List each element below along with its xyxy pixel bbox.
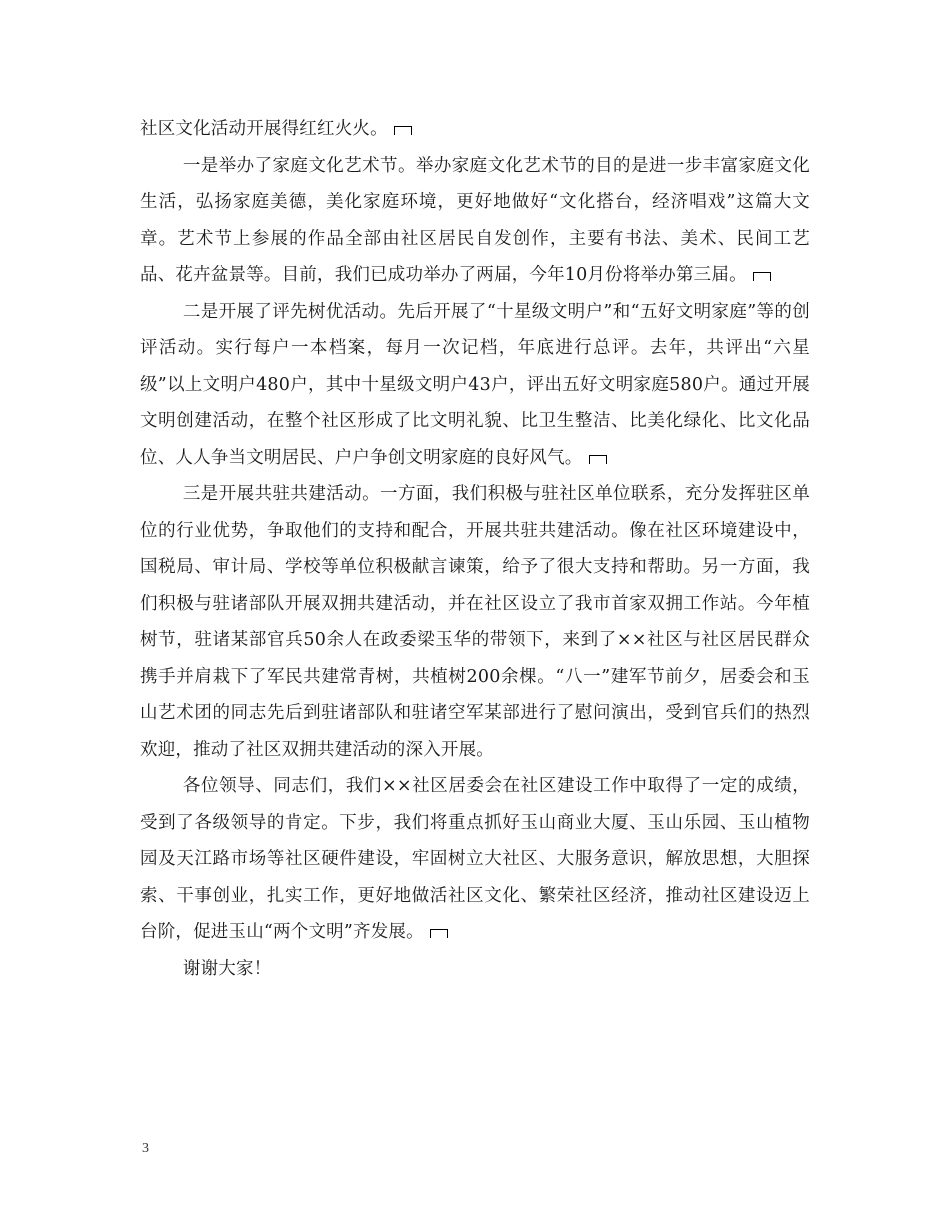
paragraph-mark-icon <box>753 272 771 281</box>
paragraph-text: 谢谢大家！ <box>182 958 272 979</box>
paragraph-conclusion <box>140 768 810 951</box>
paragraph-text: 二是开展了评先树优活动。先后开展了“十星级文明户”和“五好文明家庭”等的创评活动。实行每户一本档案，每月一次记档，年底进行总评。去年，共评出“六星级”以上文明户480户，其中十星级文明户43户，评出五好文明家庭580户。通过开展文明创建活动，在整个社区形成了比文明礼貌、比卫生整洁、比美化绿化、比文化品位、人人争当文明居民、户户争创文明家庭的良好风气。 <box>140 301 810 468</box>
paragraph-mark-icon <box>589 455 607 464</box>
paragraph-model-selection <box>140 294 810 477</box>
paragraph-text: 一是举办了家庭文化艺术节。举办家庭文化艺术节的目的是进一步丰富家庭文化生活，弘扬家庭美德，美化家庭环境，更好地做好“文化搭台，经济唱戏”这篇大文章。艺术节上参展的作品全部由社区居民自发创作，主要有书法、美术、民间工艺品、花卉盆景等。目前，我们已成功举办了两届，今年10月份将举办第三届。 <box>140 155 810 285</box>
paragraph-mark-icon <box>430 929 448 938</box>
paragraph-family-festival <box>140 148 810 294</box>
document-body <box>140 111 810 987</box>
paragraph-continuation <box>140 111 810 148</box>
paragraph-thanks <box>140 951 810 988</box>
paragraph-mark-icon <box>394 126 412 135</box>
paragraph-text: 各位领导、同志们，我们××社区居委会在社区建设工作中取得了一定的成绩，受到了各级领导的肯定。下步，我们将重点抓好玉山商业大厦、玉山乐园、玉山植物园及天江路市场等社区硬件建设，牢固树立大社区、大服务意识，解放思想，大胆探索、干事创业，扎实工作，更好地做活社区文化、繁荣社区经济，推动社区建设迈上台阶，促进玉山“两个文明”齐发展。 <box>140 776 810 942</box>
paragraph-joint-construction <box>140 476 810 768</box>
paragraph-text: 三是开展共驻共建活动。一方面，我们积极与驻社区单位联系，充分发挥驻区单位的行业优势，争取他们的支持和配合，开展共驻共建活动。像在社区环境建设中，国税局、审计局、学校等单位积极献言谏策，给予了很大支持和帮助。另一方面，我们积极与驻诸部队开展双拥共建活动，并在社区设立了我市首家双拥工作站。今年植树节，驻诸某部官兵50余人在政委梁玉华的带领下，来到了××社区与社区居民群众携手并肩栽下了军民共建常青树，共植树200余棵。“八一”建军节前夕，居委会和玉山艺术团的同志先后到驻诸部队和驻诸空军某部进行了慰问演出，受到官兵们的热烈欢迎，推动了社区双拥共建活动的深入开展。 <box>140 484 810 760</box>
paragraph-text: 社区文化活动开展得红红火火。 <box>140 119 388 139</box>
page-number: 3 <box>142 1141 149 1156</box>
